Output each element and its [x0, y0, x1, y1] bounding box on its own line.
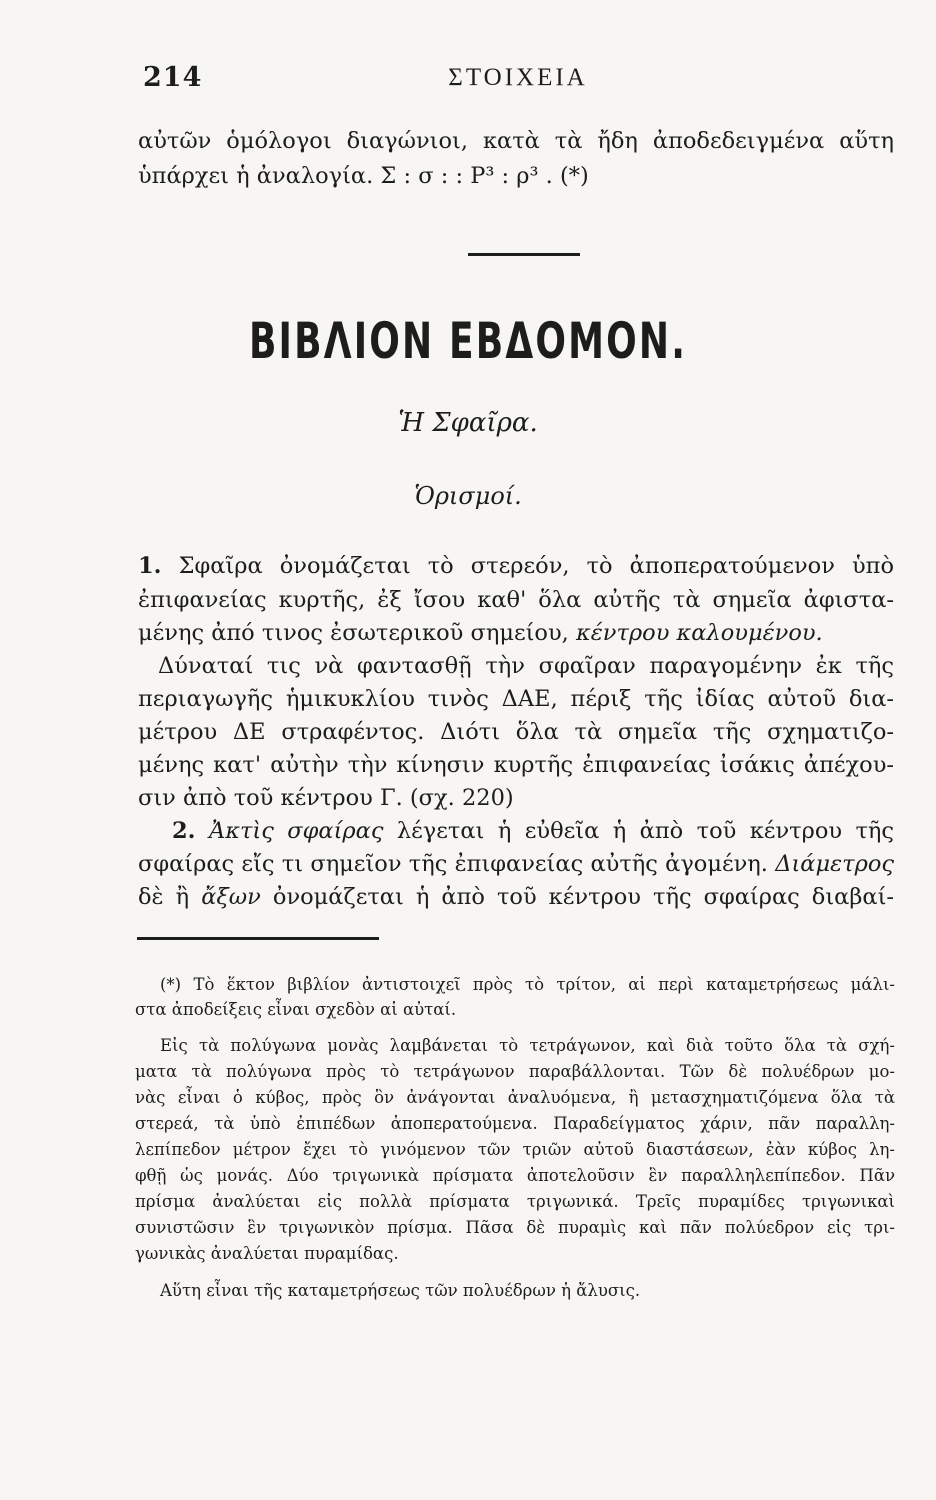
section-heading: Ὁρισμοί.: [414, 482, 522, 510]
footnote-line: πρίσμα ἀναλύεται εἰς πολλὰ πρίσματα τριγωνικά. Τρεῖς πυραμίδες τριγωνικαὶ: [135, 1192, 895, 1211]
running-title: ΣΤΟΙΧΕΙΑ: [448, 64, 588, 91]
footnote-line: γωνικὰς ἀναλύεται πυραμίδας.: [135, 1244, 399, 1263]
definition-1-line-3: [138, 620, 894, 646]
definition-2-line-1: [138, 818, 894, 844]
definition-text: λέγεται ἡ εὐθεῖα ἡ ἀπὸ τοῦ κέντρου τῆς: [396, 818, 895, 844]
term-diameter: Διάμετρος: [775, 851, 894, 877]
footnote-line: λεπίπεδον μέτρον ἔχει τὸ γινόμενον τῶν τριῶν αὐτοῦ διαστάσεων, ἐὰν κύβος λη-: [135, 1140, 895, 1159]
book-subtitle: Ἡ Σφαῖρα.: [398, 408, 538, 438]
definition-2-line-2: [138, 851, 894, 877]
definition-text: μένης ἀπό τινος ἐσωτερικοῦ σημείου,: [138, 620, 569, 646]
definition-1-line-6: μέτρου ΔΕ στραφέντος. Διότι ὅλα τὰ σημεῖα τῆς σχηματιζο-: [138, 719, 894, 745]
term-radius: Ἀκτὶς σφαίρας: [208, 818, 384, 844]
definition-number-2: 2.: [172, 818, 196, 844]
definition-number-1: 1.: [138, 553, 162, 579]
intro-line-2: ὑπάρχει ἡ ἀναλογία. Σ : σ : : P³ : ρ³ . (*): [138, 163, 589, 189]
page-number: 214: [143, 62, 203, 93]
footnote-line: νὰς εἶναι ὁ κύβος, πρὸς ὃν ἀνάγονται ἀναλυόμενα, ἢ μετασχηματιζόμενα ὅλα τὰ: [135, 1088, 895, 1107]
footnote-line: συνιστῶσιν ἓν τριγωνικὸν πρίσμα. Πᾶσα δὲ πυραμὶς καὶ πᾶν πολύεδρον εἰς τρι-: [135, 1218, 895, 1237]
footnote-line: Εἰς τὰ πολύγωνα μονὰς λαμβάνεται τὸ τετράγωνον, καὶ διὰ τοῦτο ὅλα τὰ σχή-: [160, 1036, 895, 1055]
definition-text: δὲ ἢ: [138, 884, 190, 910]
page-header: [143, 62, 893, 102]
definition-text: σφαίρας εἴς τι σημεῖον τῆς ἐπιφανείας αὐτῆς ἀγομένη.: [138, 851, 768, 877]
definition-1-line-7: μένης κατ' αὐτὴν τὴν κίνησιν κυρτῆς ἐπιφανείας ἰσάκις ἀπέχου-: [138, 752, 894, 778]
footnote-line: στα ἀποδείξεις εἶναι σχεδὸν αἱ αὐταί.: [135, 1000, 457, 1019]
intro-line-1: αὐτῶν ὁμόλογοι διαγώνιοι, κατὰ τὰ ἤδη ἀποδεδειγμένα αὕτη: [138, 128, 894, 154]
footnote-line: φθῇ ὡς μονάς. Δύο τριγωνικὰ πρίσματα ἀποτελοῦσιν ἓν παραλληλεπίπεδον. Πᾶν: [135, 1166, 895, 1185]
definition-text: ὀνομάζεται ἡ ἀπὸ τοῦ κέντρου τῆς σφαίρας διαβαί-: [272, 884, 894, 910]
term-center: κέντρου καλουμένου.: [575, 620, 823, 646]
footnote-line: ματα τὰ πολύγωνα πρὸς τὸ τετράγωνον παραβάλλονται. Τῶν δὲ πολυέδρων μο-: [135, 1062, 895, 1081]
term-axis: ἄξων: [201, 884, 261, 910]
definition-2-line-3: [138, 884, 894, 910]
definition-1-line-8: σιν ἀπὸ τοῦ κέντρου Γ. (σχ. 220): [138, 785, 514, 811]
footnote-line: (*) Τὸ ἕκτον βιβλίον ἀντιστοιχεῖ πρὸς τὸ τρίτον, αἱ περὶ καταμετρήσεως μάλι-: [160, 975, 895, 994]
short-divider-rule: [468, 253, 580, 256]
footnote-line: στερεά, τὰ ὑπὸ ἐπιπέδων ἀποπερατούμενα. Παραδείγματος χάριν, πᾶν παραλλη-: [135, 1114, 895, 1133]
footnote-divider-rule: [137, 937, 379, 940]
definition-1-line-1: [138, 553, 894, 579]
footnote-line: Αὕτη εἶναι τῆς καταμετρήσεως τῶν πολυέδρων ἡ ἄλυσις.: [160, 1281, 641, 1300]
book-title: ΒΙΒΛΙΟΝ ΕΒΔΟΜΟΝ.: [248, 312, 688, 370]
definition-1-line-2: ἐπιφανείας κυρτῆς, ἐξ ἴσου καθ' ὅλα αὐτῆς τὰ σημεῖα ἀφιστα-: [138, 587, 894, 613]
definition-text: Σφαῖρα ὀνομάζεται τὸ στερεόν, τὸ ἀποπερατούμενον ὑπὸ: [178, 553, 894, 579]
definition-1-line-5: περιαγωγῆς ἡμικυκλίου τινὸς ΔΑΕ, πέριξ τῆς ἰδίας αὐτοῦ δια-: [138, 686, 894, 712]
definition-1-line-4: Δύναταί τις νὰ φαντασθῇ τὴν σφαῖραν παραγομένην ἐκ τῆς: [158, 653, 894, 679]
